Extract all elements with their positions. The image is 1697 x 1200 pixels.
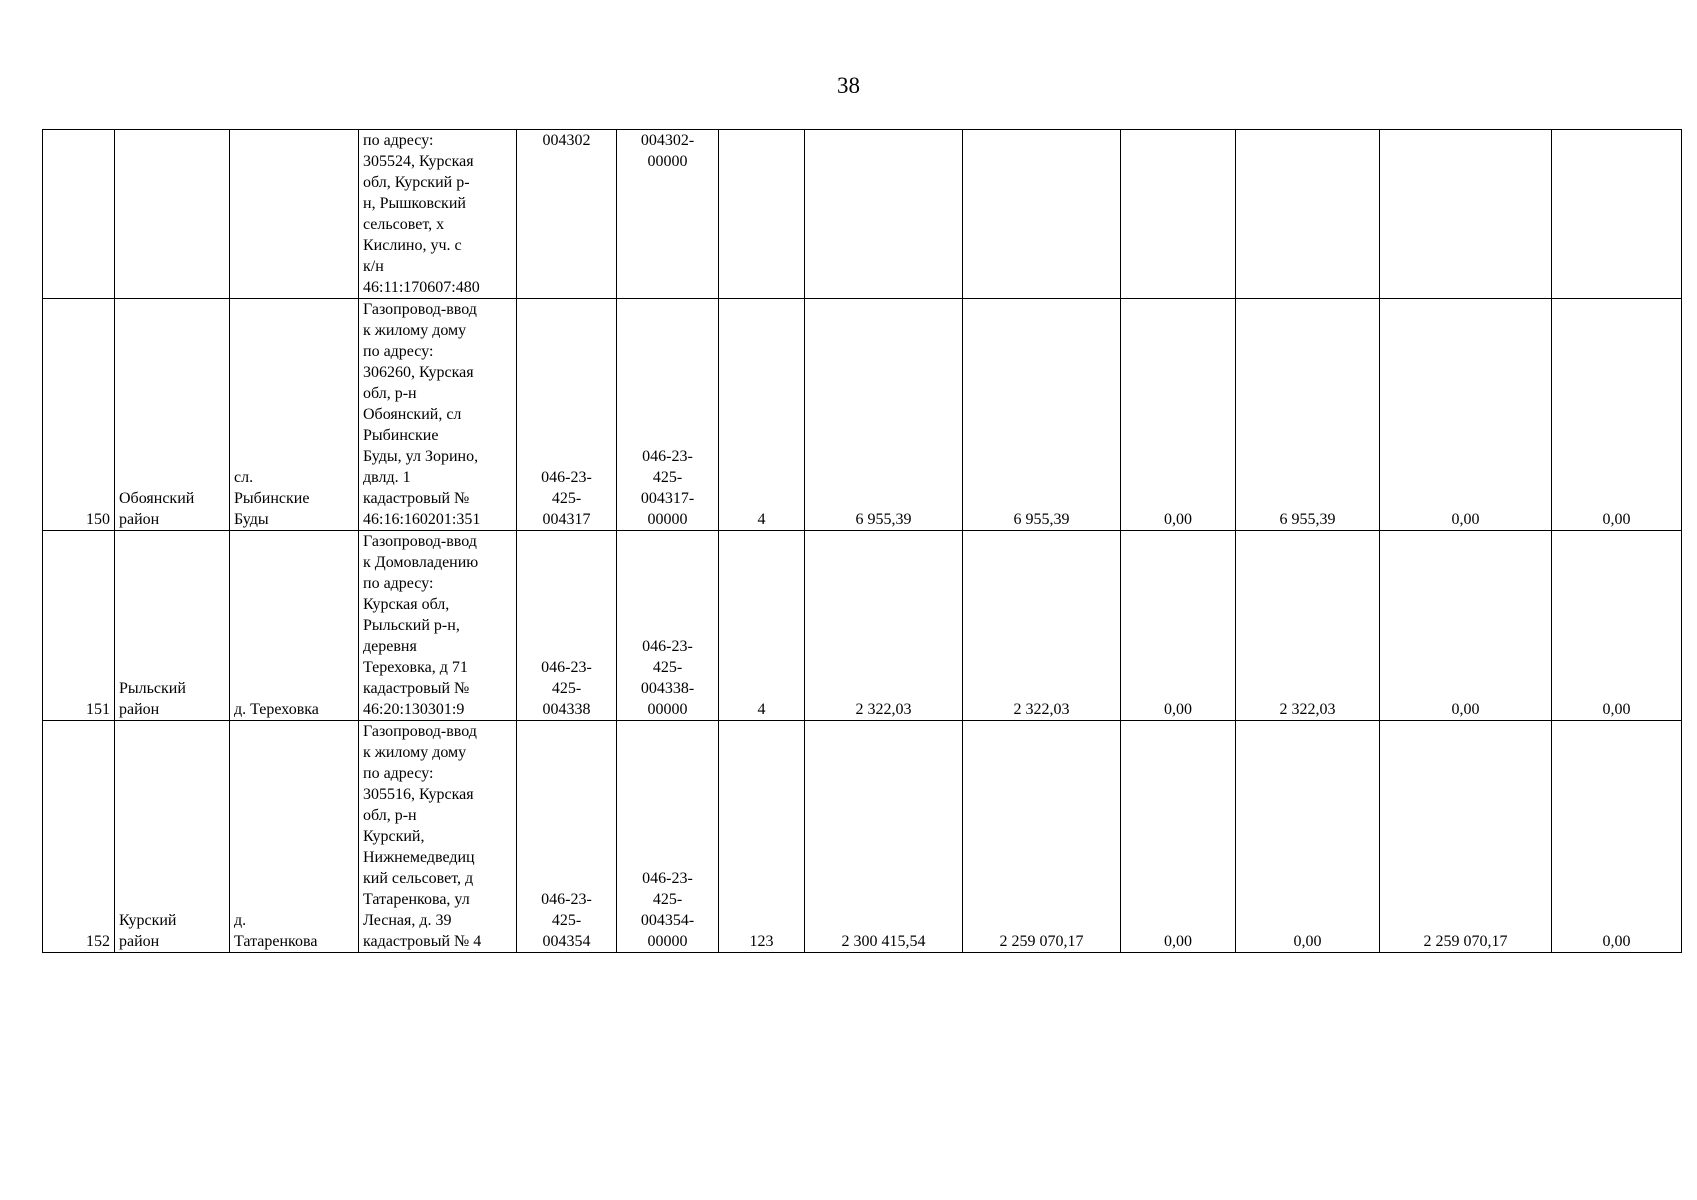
row-number — [43, 130, 115, 299]
description-cell: Газопровод-ввод к жилому дому по адресу: 305516, Курская обл, р-н Курский, Нижнемедведиц кий сельсовет, д Татаренкова, ул Лесная, д. 39 кадастровый № 4 — [359, 721, 517, 953]
value-cell-1: 6 955,39 — [805, 299, 963, 531]
registry-table — [42, 129, 1682, 953]
count-cell: 4 — [719, 531, 805, 721]
table-row — [43, 299, 1682, 531]
row-number: 150 — [43, 299, 115, 531]
code-cell: 004302 — [517, 130, 617, 299]
locality-cell: д. Татаренкова — [230, 721, 359, 953]
inventory-code-cell: 046-23- 425- 004354- 00000 — [617, 721, 719, 953]
inventory-code-cell: 004302- 00000 — [617, 130, 719, 299]
value-cell-4: 2 322,03 — [1236, 531, 1380, 721]
value-cell-2 — [963, 130, 1121, 299]
value-cell-1: 2 300 415,54 — [805, 721, 963, 953]
code-cell: 046-23- 425- 004338 — [517, 531, 617, 721]
count-cell: 4 — [719, 299, 805, 531]
value-cell-2: 6 955,39 — [963, 299, 1121, 531]
locality-cell: д. Тереховка — [230, 531, 359, 721]
value-cell-5: 0,00 — [1380, 299, 1552, 531]
inventory-code-cell: 046-23- 425- 004317- 00000 — [617, 299, 719, 531]
description-cell: Газопровод-ввод к Домовладению по адресу: Курская обл, Рыльский р-н, деревня Тереховка, д 71 кадастровый № 46:20:130301:9 — [359, 531, 517, 721]
code-cell: 046-23- 425- 004317 — [517, 299, 617, 531]
value-cell-3 — [1121, 130, 1236, 299]
value-cell-6 — [1552, 130, 1682, 299]
value-cell-4 — [1236, 130, 1380, 299]
value-cell-4: 6 955,39 — [1236, 299, 1380, 531]
value-cell-5: 2 259 070,17 — [1380, 721, 1552, 953]
description-cell: по адресу: 305524, Курская обл, Курский р- н, Рышковский сельсовет, х Кислино, уч. с к/н 46:11:170607:480 — [359, 130, 517, 299]
inventory-code-cell: 046-23- 425- 004338- 00000 — [617, 531, 719, 721]
description-cell: Газопровод-ввод к жилому дому по адресу: 306260, Курская обл, р-н Обоянский, сл Рыбинские Буды, ул Зорино, двлд. 1 кадастровый № 46:16:160201:351 — [359, 299, 517, 531]
count-cell: 123 — [719, 721, 805, 953]
value-cell-6: 0,00 — [1552, 721, 1682, 953]
district-cell — [115, 130, 230, 299]
locality-cell — [230, 130, 359, 299]
value-cell-1 — [805, 130, 963, 299]
district-cell: Курский район — [115, 721, 230, 953]
table-row — [43, 721, 1682, 953]
table-row — [43, 531, 1682, 721]
locality-cell: сл. Рыбинские Буды — [230, 299, 359, 531]
row-number: 151 — [43, 531, 115, 721]
value-cell-2: 2 259 070,17 — [963, 721, 1121, 953]
value-cell-3: 0,00 — [1121, 299, 1236, 531]
value-cell-1: 2 322,03 — [805, 531, 963, 721]
value-cell-6: 0,00 — [1552, 299, 1682, 531]
value-cell-3: 0,00 — [1121, 721, 1236, 953]
page-number: 38 — [837, 73, 860, 98]
code-cell: 046-23- 425- 004354 — [517, 721, 617, 953]
district-cell: Обоянский район — [115, 299, 230, 531]
count-cell — [719, 130, 805, 299]
district-cell: Рыльский район — [115, 531, 230, 721]
row-number: 152 — [43, 721, 115, 953]
table-row — [43, 130, 1682, 299]
value-cell-2: 2 322,03 — [963, 531, 1121, 721]
value-cell-4: 0,00 — [1236, 721, 1380, 953]
value-cell-5: 0,00 — [1380, 531, 1552, 721]
value-cell-5 — [1380, 130, 1552, 299]
value-cell-6: 0,00 — [1552, 531, 1682, 721]
value-cell-3: 0,00 — [1121, 531, 1236, 721]
